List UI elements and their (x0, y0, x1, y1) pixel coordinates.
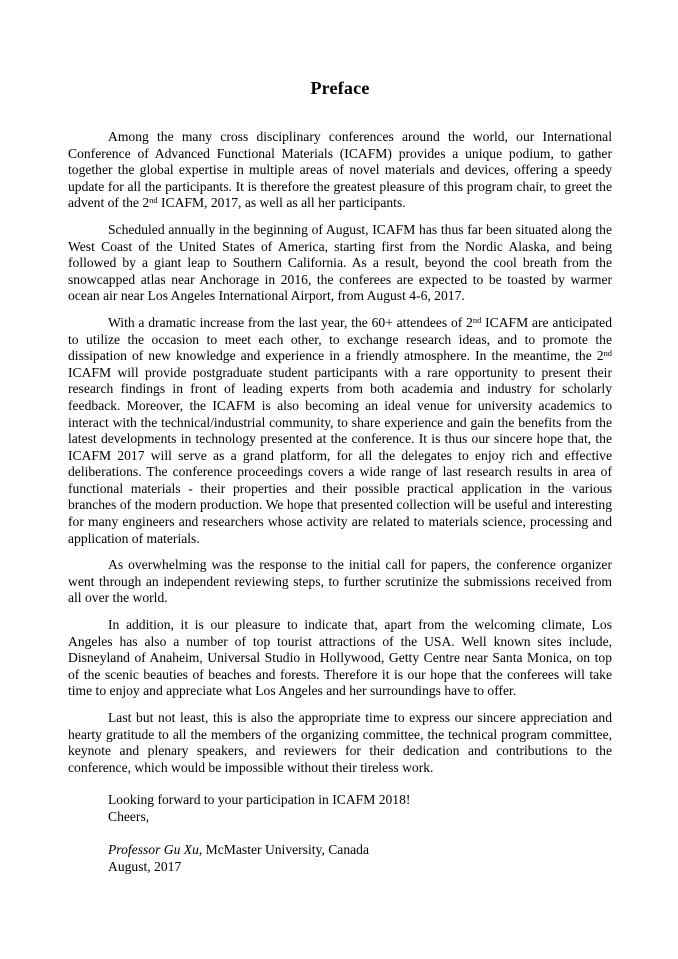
signoff-date: August, 2017 (108, 858, 182, 874)
paragraph-1: Among the many cross disciplinary conferences around the world, our International Conference of Advanced Functional Materials (ICAFM) provides a unique podium, to gather together the global expertise in multiple areas of novel materials and devices, offering a speedy update for all the participants. It is therefore the greatest pleasure of this program chair, to greet the advent of the 2nd ICAFM, 2017, as well as all her participants. (68, 129, 612, 211)
body-paragraphs (68, 129, 612, 776)
signoff-closing-line-1: Looking forward to your participation in ICAFM 2018! (108, 792, 411, 808)
signoff-spacer (108, 826, 612, 843)
signoff-closing-line-2: Cheers, (108, 808, 150, 824)
signoff-block (108, 792, 612, 875)
page-title: Preface (310, 78, 370, 98)
author-affiliation: , McMaster University, Canada (198, 842, 370, 858)
document-content (68, 0, 612, 875)
paragraph-6: Last but not least, this is also the appropriate time to express our sincere appreciation and hearty gratitude to all the members of the organizing committee, the technical program committee, keynote and plenary speakers, and reviewers for their dedication and contributions to the conference, which would be impossible without their tireless work. (68, 710, 612, 775)
ordinal-suffix: nd (149, 195, 158, 206)
paragraph-3: With a dramatic increase from the last year, the 60+ attendees of 2nd ICAFM are anticipated to utilize the occasion to meet each other, to exchange research ideas, and to promote the dissipation of new knowledge and experience in a friendly atmosphere. In the meantime, the 2nd ICAFM will provide postgraduate student participants with a rare opportunity to present their research findings in front of leading experts from both academia and industry for scholarly feedback. Moreover, the ICAFM is also becoming an ideal venue for university academics to interact with the technical/industrial community, to share experience and gain the benefits from the latest developments in technology presented at the conference. It is thus our sincere hope that, the ICAFM 2017 will serve as a grand platform, for all the delegates to enjoy rich and effective deliberations. The conference proceedings covers a wide range of last research results in area of functional materials - their properties and their possible practical application in the various branches of the modern production. We hope that presented collection will be useful and interesting for many engineers and researchers whose activity are related to materials science, processing and application of materials. (68, 314, 612, 546)
paragraph-4: As overwhelming was the response to the initial call for papers, the conference organizer went through an independent reviewing steps, to further scrutinize the submissions received from all over the world. (68, 557, 612, 606)
author-name: Professor Gu Xu (108, 842, 199, 858)
paragraph-5: In addition, it is our pleasure to indicate that, apart from the welcoming climate, Los Angeles has also a number of top tourist attractions of the USA. Well known sites include, Disneyland of Anaheim, Universal Studio in Hollywood, Getty Centre near Santa Monica, on top of the scenic beauties of beaches and forests. Therefore it is our hope that the conferees will take time to enjoy and appreciate what Los Angeles and her surroundings have to offer. (68, 617, 612, 699)
ordinal-suffix: nd (472, 315, 482, 326)
paragraph-2: Scheduled annually in the beginning of August, ICAFM has thus far been situated along the West Coast of the United States of America, starting first from the Nordic Alaska, and being followed by a giant leap to Southern California. As a result, beyond the cool breath from the snowcapped atlas near Anchorage in 2016, the conferees are expected to be toasted by warmer ocean air near Los Angeles International Airport, from August 4-6, 2017. (68, 221, 612, 304)
signoff-author-line (108, 842, 612, 859)
ordinal-suffix: nd (603, 348, 612, 359)
